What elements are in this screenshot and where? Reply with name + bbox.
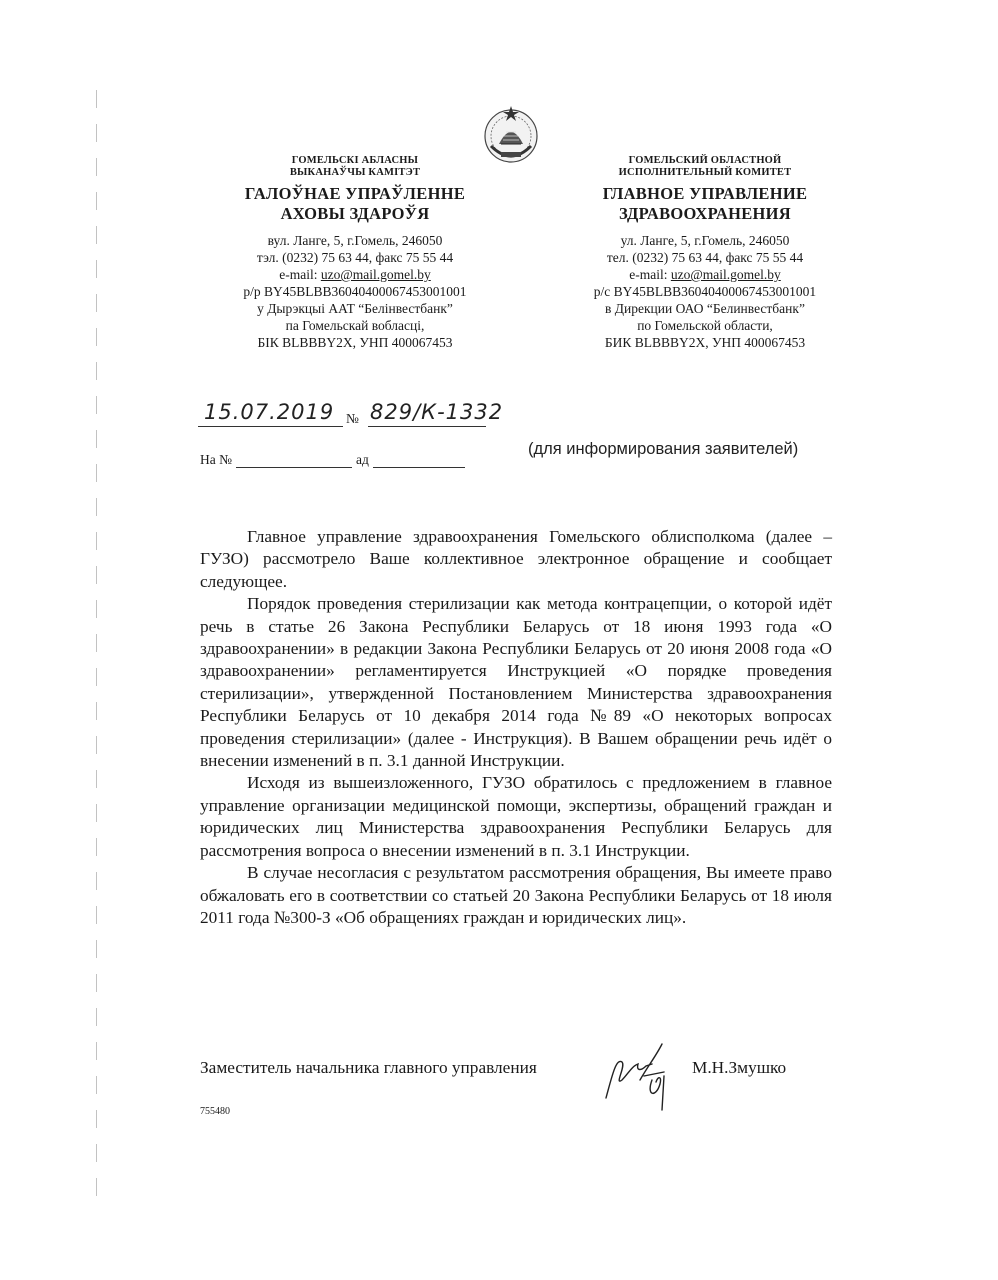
- email-label: e-mail:: [629, 267, 671, 282]
- department-name-line1: ГАЛОЎНАЕ УПРАЎЛЕННЕ: [244, 184, 466, 203]
- body-paragraph-3: Исходя из вышеизложенного, ГУЗО обратилось с предложением в главное управление организации медицинской помощи, экспертизы, обращений граждан и юридических лиц Министерства здравоохранения Республики Беларусь для рассмотрения вопроса о внесении изменений в п. 3.1 Инструкции.: [200, 773, 832, 860]
- bank-codes: БИК BLBBBY2X, УНП 400067453: [604, 335, 806, 350]
- bank-account: р/с BY45BLBB36040400067453001001: [593, 284, 817, 299]
- letter-body: [200, 526, 832, 929]
- body-paragraph-2: Порядок проведения стерилизации как метода контрацепции, о которой идёт речь в статье 26 Закона Республики Беларусь от 18 июня 1993 года «О здравоохранении» в редакции Закона Республики Беларусь от 20 июня 2008 года «О здравоохранении» регламентируется Инструкцией «О порядке проведения стерилизации», утвержденной Постановлением Министерства здравоохранения Республики Беларусь от 10 декабря 2014 года №89 «О некоторых вопросах проведения стерилизации» (далее - Инструкция). В Вашем обращении речь идёт о внесении изменений в п. 3.1 данной Инструкции.: [200, 594, 832, 771]
- contact-info: [205, 232, 505, 351]
- authority-name-line1: ГОМЕЛЬСКИЙ ОБЛАСТНОЙ: [628, 155, 782, 166]
- department-name-line2: ЗДРАВООХРАНЕНИЯ: [618, 204, 792, 223]
- handwritten-date: 15.07.2019: [204, 400, 335, 424]
- authority-name-line2: ВЫКАНАЎЧЫ КАМІТЭТ: [289, 167, 421, 178]
- department-name: [560, 184, 850, 224]
- reply-reference-row: [200, 452, 465, 468]
- phone: тел. (0232) 75 63 44, факс 75 55 44: [606, 250, 804, 265]
- reply-to-label: На №: [200, 452, 232, 467]
- department-name-line1: ГЛАВНОЕ УПРАВЛЕНИЕ: [602, 184, 808, 203]
- document-code: 755480: [200, 1106, 230, 1117]
- phone: тэл. (0232) 75 63 44, факс 75 55 44: [256, 250, 454, 265]
- bank-region: по Гомельской области,: [637, 318, 773, 333]
- authority-name-line1: ГОМЕЛЬСКІ АБЛАСНЫ: [291, 155, 419, 166]
- number-sign: №: [346, 411, 359, 426]
- signatory-name: М.Н.Змушко: [692, 1058, 787, 1077]
- letterhead-belarusian: [205, 155, 505, 351]
- address: вул. Ланге, 5, г.Гомель, 246050: [267, 233, 443, 248]
- bank-account: р/р BY45BLBB36040400067453001001: [243, 284, 467, 299]
- scan-edge-line: [96, 90, 97, 1200]
- email-link[interactable]: uzo@mail.gomel.by: [670, 267, 781, 282]
- reply-date-blank: [373, 453, 465, 468]
- audience-note: (для информирования заявителей): [528, 440, 799, 458]
- date-underline: [198, 426, 343, 427]
- bank-region: па Гомельскай вобласці,: [285, 318, 425, 333]
- contact-info: [560, 232, 850, 351]
- email-link[interactable]: uzo@mail.gomel.by: [320, 267, 431, 282]
- signatory-position: Заместитель начальника главного управления: [200, 1058, 537, 1077]
- bank-name: в Дирекции ОАО “Белинвестбанк”: [605, 301, 805, 316]
- email-label: e-mail:: [279, 267, 321, 282]
- department-name-line2: АХОВЫ ЗДАРОЎЯ: [280, 204, 430, 223]
- letterhead-russian: [560, 155, 850, 351]
- email-line: [205, 266, 505, 283]
- body-paragraph-4: В случае несогласия с результатом рассмотрения обращения, Вы имеете право обжаловать его в соответствии со статьей 20 Закона Республики Беларусь от 18 июля 2011 года №300-З «Об обращениях граждан и юридических лиц».: [200, 863, 832, 927]
- authority-name-line2: ИСПОЛНИТЕЛЬНЫЙ КОМИТЕТ: [618, 167, 792, 178]
- bank-name: у Дырэкцыі ААТ “Белінвестбанк”: [257, 301, 453, 316]
- department-name: [205, 184, 505, 224]
- body-paragraph-1: Главное управление здравоохранения Гомельского облисполкома (далее – ГУЗО) рассмотрело Ваше коллективное электронное обращение и сообщает следующее.: [200, 527, 832, 591]
- address: ул. Ланге, 5, г.Гомель, 246050: [620, 233, 790, 248]
- number-underline: [368, 426, 486, 427]
- registration-row: [198, 392, 538, 432]
- signature-block: [200, 1056, 840, 1116]
- handwritten-reg-number: 829/К-1332: [370, 400, 504, 424]
- bank-codes: БІК BLBBBY2X, УНП 400067453: [257, 335, 453, 350]
- reply-number-blank: [236, 453, 352, 468]
- reply-date-label: ад: [356, 452, 369, 467]
- email-line: [560, 266, 850, 283]
- handwritten-signature-icon: [592, 1036, 692, 1116]
